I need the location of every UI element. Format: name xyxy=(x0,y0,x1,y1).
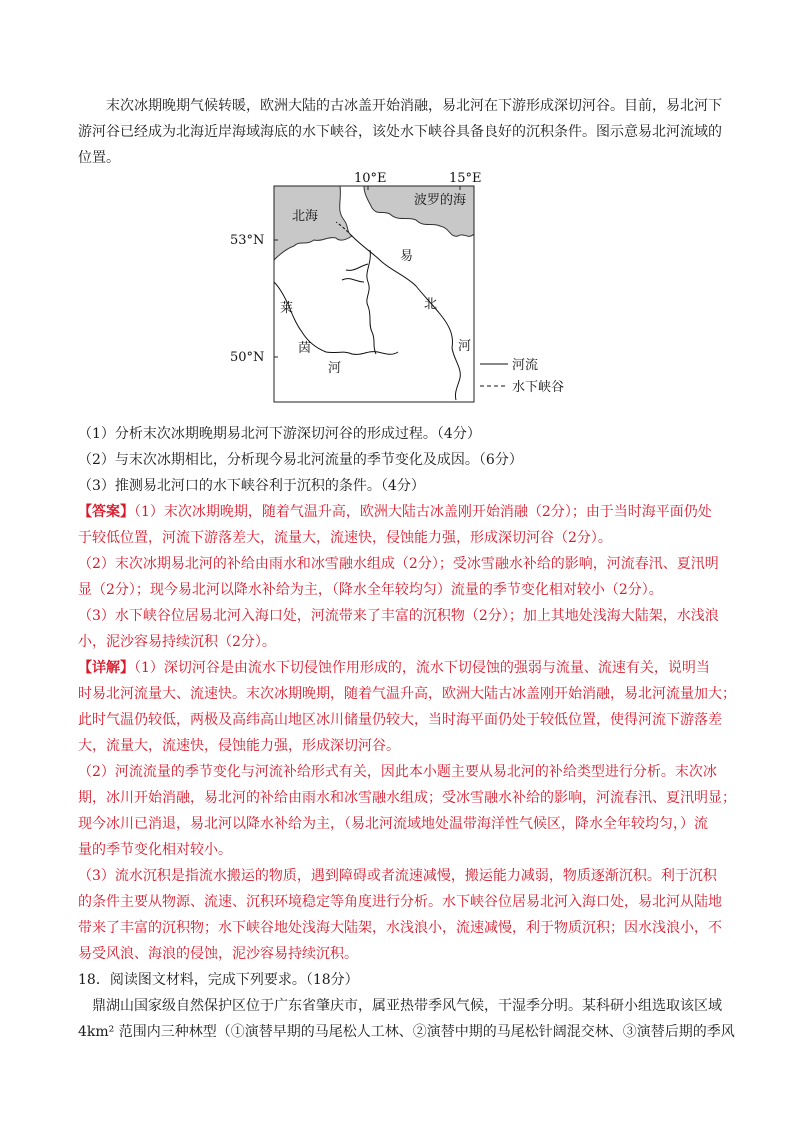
question-18-line-2: 4km² 范围内三种林型（①演替早期的马尾松人工林、②演替中期的马尾松针阔混交林、③演替后期的季风 xyxy=(78,1024,735,1040)
question-18-title: 18．阅读图文材料，完成下列要求。（18分） xyxy=(78,972,359,988)
intro-line-3: 位置。 xyxy=(78,150,120,166)
rhine-char-2: 茵 xyxy=(298,341,312,356)
detail-tag: 【详解】 xyxy=(78,660,134,676)
detail-3-line-3: 带来了丰富的沉积物；水下峡谷地处浅海大陆架，水浅浪小，流速减慢，利于物质沉积；因水浅浪小，不 xyxy=(78,920,722,936)
detail-1-line-1: （1）深切河谷是由流水下切侵蚀作用形成的，流水下切侵蚀的强弱与流量、流速有关，说明当 xyxy=(134,660,710,676)
rhine-char-1: 莱 xyxy=(280,301,294,316)
baltic-sea-label: 波罗的海 xyxy=(414,193,467,208)
lon-label-10e: 10°E xyxy=(354,171,387,186)
lat-label-53n: 53°N xyxy=(230,233,265,248)
detail-block-1 xyxy=(78,655,710,681)
elbe-basin-map xyxy=(218,164,578,404)
answer-2-line-2: 显（2分）；现今易北河以降水补给为主，（降水全年较均匀）流量的季节变化相对较小（2分）。 xyxy=(78,582,663,598)
question-18-line-1: 鼎湖山国家级自然保护区位于广东省肇庆市，属亚热带季风气候，干湿季分明。某科研小组选取该区域 xyxy=(92,998,722,1014)
detail-2-line-2: 期，冰川开始消融，易北河的补给由雨水和冰雪融水组成；受冰雪融水补给的影响，河流春汛、夏汛明显； xyxy=(78,790,736,806)
answer-3-line-1: （3）水下峡谷位居易北河入海口处，河流带来了丰富的沉积物（2分）；加上其地处浅海大陆架，水浅浪 xyxy=(78,608,719,624)
elbe-char-1: 易 xyxy=(400,249,414,264)
lat-label-50n: 50°N xyxy=(230,350,265,365)
rhine-char-3: 河 xyxy=(328,361,342,376)
question-2: （2）与末次冰期相比，分析现今易北河流量的季节变化及成因。（6分） xyxy=(78,452,523,468)
detail-3-line-4: 易受风浪、海浪的侵蚀，泥沙容易持续沉积。 xyxy=(78,946,358,962)
detail-2-line-3: 现今冰川已消退，易北河以降水补给为主，（易北河流域地处温带海洋性气候区，降水全年较均匀，）流 xyxy=(78,816,708,832)
detail-1-line-3: 此时气温仍较低，两极及高纬高山地区冰川储量仍较大，当时海平面仍处于较低位置，使得河流下游落差 xyxy=(78,712,722,728)
detail-2-line-1: （2）河流流量的季节变化与河流补给形式有关，因此本小题主要从易北河的补给类型进行分析。末次冰 xyxy=(78,764,717,780)
legend-river-label: 河流 xyxy=(512,358,539,373)
detail-2-line-4: 量的季节变化相对较小。 xyxy=(78,842,232,858)
answer-1-line-1: （1）末次冰期晚期，随着气温升高，欧洲大陆古冰盖刚开始消融（2分）；由于当时海平面仍处 xyxy=(134,504,712,520)
question-3: （3）推测易北河口的水下峡谷利于沉积的条件。（4分） xyxy=(78,478,425,494)
answer-3-line-2: 小，泥沙容易持续沉积（2分）。 xyxy=(78,634,276,650)
intro-line-2: 游河谷已经成为北海近岸海域海底的水下峡谷，该处水下峡谷具备良好的沉积条件。图示意易北河流域的 xyxy=(78,124,722,140)
map-legend xyxy=(480,357,564,395)
detail-1-line-2: 时易北河流量大、流速快。末次冰期晚期，随着气温升高，欧洲大陆古冰盖刚开始消融，易北河流量加大； xyxy=(78,686,736,702)
detail-3-line-1: （3）流水沉积是指流水搬运的物质，遇到障碍或者流速减慢，搬运能力减弱，物质逐渐沉积。利于沉积 xyxy=(78,868,717,884)
elbe-char-2: 北 xyxy=(424,297,438,312)
question-1: （1）分析末次冰期晚期易北河下游深切河谷的形成过程。（4分） xyxy=(78,426,481,442)
north-sea-label: 北海 xyxy=(292,209,319,224)
elbe-char-3: 河 xyxy=(458,339,472,354)
answer-block-1 xyxy=(78,499,712,525)
answer-1-line-2: 于较低位置，河流下游落差大，流量大，流速快，侵蚀能力强，形成深切河谷（2分）。 xyxy=(78,530,612,546)
answer-2-line-1: （2）末次冰期易北河的补给由雨水和冰雪融水组成（2分）；受冰雪融水补给的影响，河流春汛、夏汛明 xyxy=(78,556,719,572)
answer-tag: 【答案】 xyxy=(78,504,134,520)
detail-1-line-4: 大，流量大，流速快，侵蚀能力强，形成深切河谷。 xyxy=(78,738,400,754)
intro-line-1: 末次冰期晚期气候转暖，欧洲大陆的古冰盖开始消融，易北河在下游形成深切河谷。目前，易北河下 xyxy=(106,98,722,114)
detail-3-line-2: 的条件主要从物源、流速、沉积环境稳定等角度进行分析。水下峡谷位居易北河入海口处，易北河从陆地 xyxy=(78,894,722,910)
lon-label-15e: 15°E xyxy=(449,171,482,186)
legend-canyon-label: 水下峡谷 xyxy=(512,380,565,395)
